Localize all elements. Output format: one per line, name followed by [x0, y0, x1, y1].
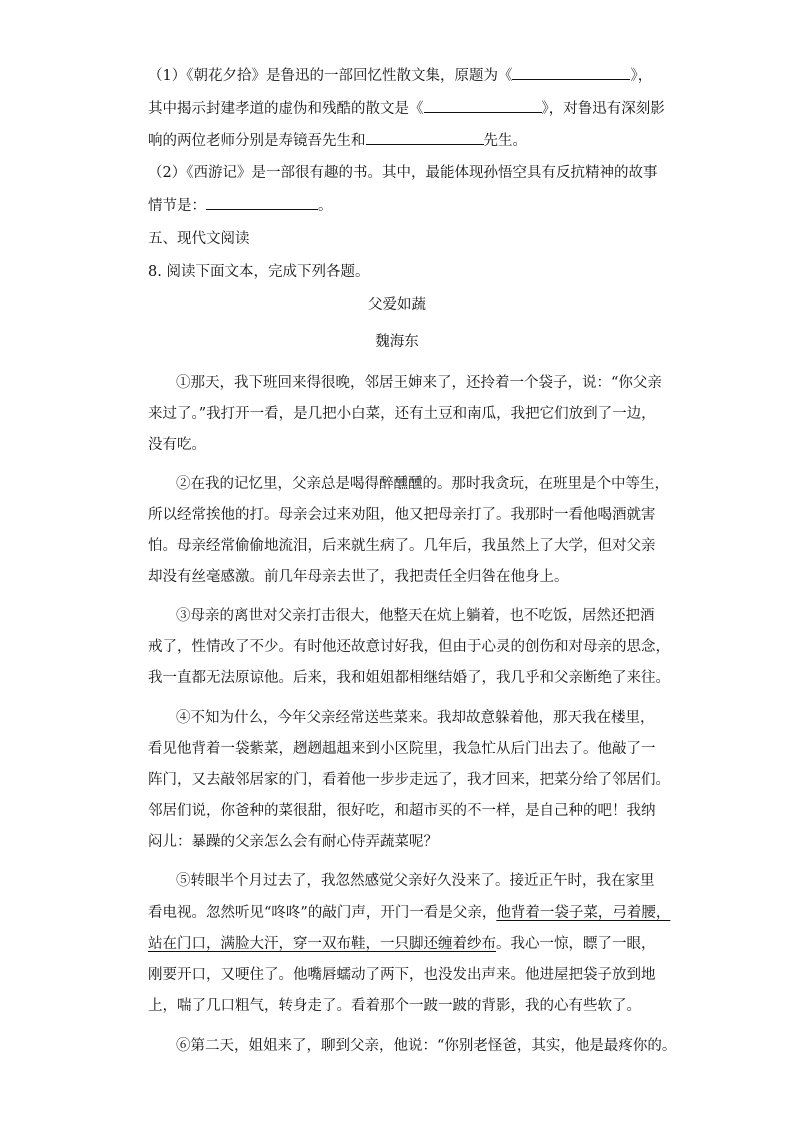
paragraph-5-text: 看电视。忽然听见“咚咚”的敲门声，开门一看是父亲， [148, 905, 497, 921]
underlined-sentence: 站在门口，满脸大汗，穿一双布鞋，一只脚还缠着纱布 [148, 936, 496, 952]
paragraph-2-line: ②在我的记忆里，父亲总是喝得醉醺醺的。那时我贪玩，在班里是个中等生， [176, 476, 669, 492]
article-author: 魏海东 [375, 334, 419, 350]
article-title: 父爱如蔬 [368, 297, 426, 313]
paragraph-2-line: 却没有丝毫感激。前几年母亲去世了，我把责任全归咎在他身上。 [148, 569, 569, 585]
q7-part2-line1: （2）《西游记》是一部很有趣的书。其中，最能体现孙悟空具有反抗精神的故事 [148, 165, 658, 181]
paragraph-4-line: 闷儿：暴躁的父亲怎么会有耐心侍弄蔬菜呢？ [148, 834, 438, 850]
paragraph-2-line: 怕。母亲经常偷偷地流泪，后来就生病了。几年后，我虽然上了大学，但对父亲 [148, 538, 656, 554]
paragraph-4-line: 看见他背着一袋紫菜，趔趔趄趄来到小区院里，我急忙从后门出去了。他敲了一 [148, 741, 656, 757]
paragraph-1-line: 来过了。”我打开一看，是几把小白菜，还有土豆和南瓜，我把它们放到了一边， [148, 406, 656, 422]
q7-part2-text: 。 [318, 198, 333, 214]
q7-part1-text: 先生。 [483, 133, 527, 149]
paragraph-6-line: ⑥第二天，姐姐来了，聊到父亲，他说：“你别老怪爸，其实，他是最疼你的。 [176, 1038, 677, 1054]
q7-part1-text: 》，对鲁迅有深刻影 [541, 101, 665, 117]
paragraph-5-line: 刚要开口，又哽住了。他嘴唇蠕动了两下，也没发出声来。他进屋把袋子放到地 [148, 967, 656, 983]
paragraph-5-line [148, 903, 670, 923]
paragraph-1-line: ①那天，我下班回来得很晚，邻居王婶来了，还拎着一个袋子，说：“你父亲 [176, 375, 662, 391]
paragraph-5-line: 上，喘了几口粗气，转身走了。看着那个一跛一跛的背影，我的心有些软了。 [148, 998, 641, 1014]
paragraph-1-line: 没有吃。 [148, 437, 206, 453]
q7-part2-text: 情节是： [148, 198, 206, 214]
paragraph-5-line: ⑤转眼半个月过去了，我忽然感觉父亲好久没来了。接近正午时，我在家里 [176, 873, 655, 889]
paragraph-4-line: ④不知为什么，今年父亲经常送些菜来。我却故意躲着他，那天我在楼里， [176, 710, 655, 726]
section-heading: 五、现代文阅读 [148, 231, 250, 247]
q7-part1-line3 [148, 130, 527, 151]
paragraph-2-line: 所以经常挨他的打。母亲会过来劝阻，他又把母亲打了。我那时一看他喝酒就害 [148, 507, 656, 523]
paragraph-3-line: 我一直都无法原谅他。后来，我和姐姐都相继结婚了，我几乎和父亲断绝了来往。 [148, 670, 670, 686]
q7-part1-text: 》， [630, 68, 653, 84]
answer-blank-essay-title[interactable] [424, 98, 542, 113]
q7-part1-text: 响的两位老师分别是寿镜吾先生和 [148, 133, 366, 149]
answer-blank-original-title[interactable] [512, 65, 630, 80]
q7-part1-line1 [148, 65, 652, 86]
q7-part1-line2 [148, 98, 665, 119]
paragraph-5-text: 。我心一惊，瞟了一眼， [496, 936, 656, 952]
paragraph-4-line: 邻居们说，你爸种的菜很甜，很好吃，和超市买的不一样，是自己种的吧！我纳 [148, 803, 656, 819]
paragraph-4-line: 阵门，又去敲邻居家的门，看着他一步步走远了，我才回来，把菜分给了邻居们。 [148, 772, 670, 788]
underlined-sentence: 他背着一袋子菜，弓着腰， [496, 905, 671, 921]
paragraph-5-line [148, 934, 656, 954]
paragraph-3-line: ③母亲的离世对父亲打击很大，他整天在炕上躺着，也不吃饭，居然还把酒 [176, 608, 655, 624]
answer-blank-teacher-name[interactable] [366, 130, 484, 145]
paragraph-3-line: 戒了，性情改了不少。有时他还故意讨好我，但由于心灵的创伤和对母亲的思念， [148, 639, 670, 655]
answer-blank-plot[interactable] [206, 195, 318, 210]
q8-instruction: 8. 阅读下面文本，完成下列各题。 [148, 264, 370, 280]
q7-part1-text: （1）《朝花夕拾》是鲁迅的一部回忆性散文集，原题为《 [148, 68, 513, 84]
q7-part2-line2 [148, 195, 333, 216]
q7-part1-text: 其中揭示封建孝道的虚伪和残酷的散文是《 [148, 101, 424, 117]
